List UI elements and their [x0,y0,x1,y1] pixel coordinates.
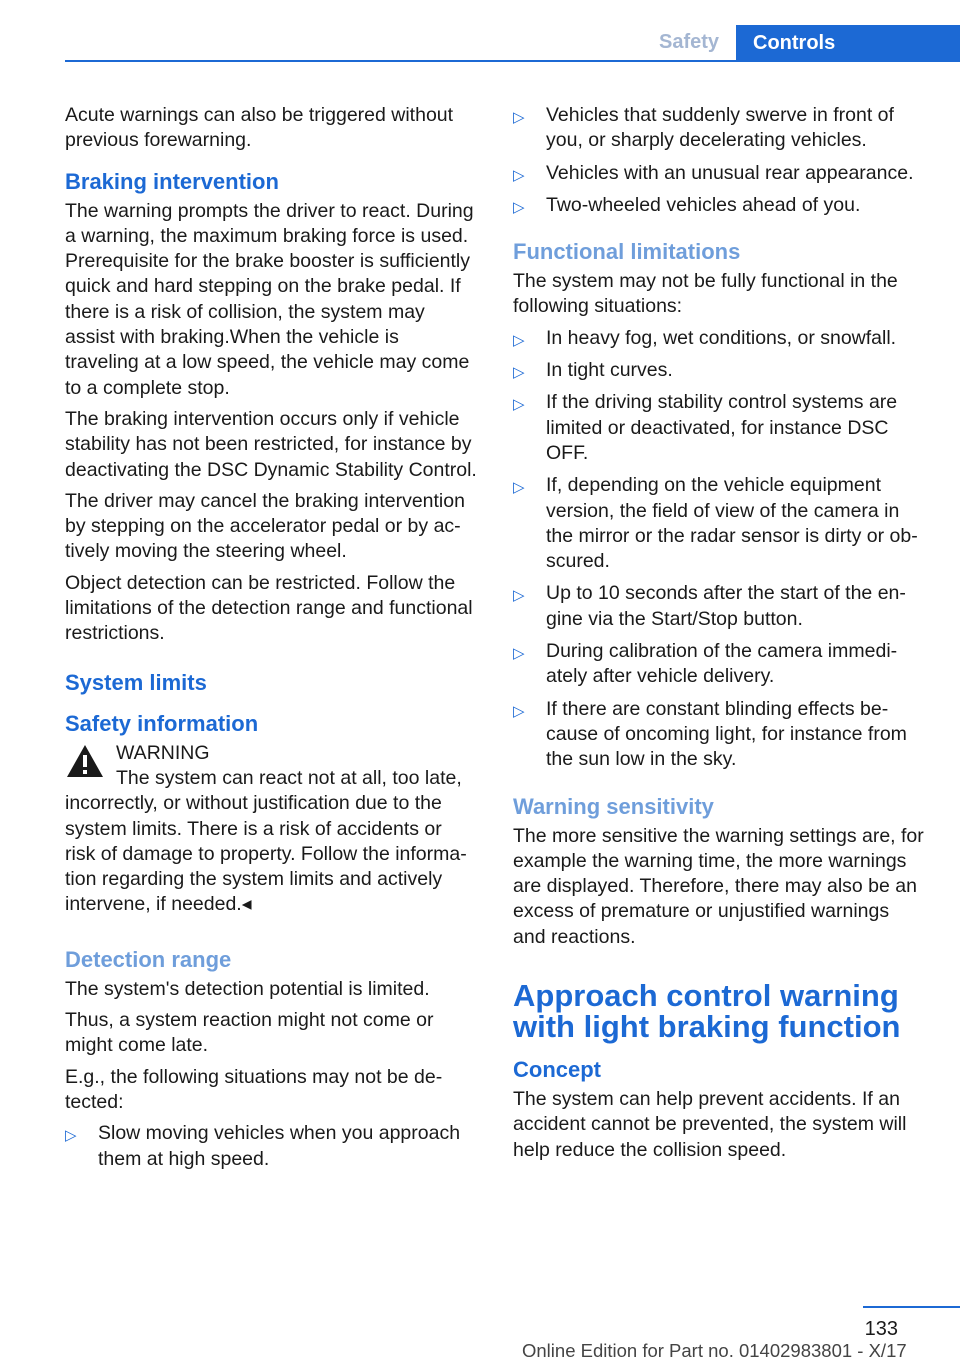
heading-safety-information: Safety information [65,710,259,736]
list-item-text: In heavy fog, wet conditions, or snowfall. [546,326,897,349]
detection-list [65,1121,477,1172]
paragraph-sensitivity: The more sensitive the warning settings are, for example the warning time, the more warnings are displayed. Therefore, there may also be an excess of premature or unjustified warnings and reactions. [513,824,924,948]
triangle-bullet-icon: ▷ [65,1127,77,1145]
header-rule [65,60,960,62]
heading-functional-limitations: Functional limitations [513,239,741,265]
list-item [513,161,927,186]
triangle-bullet-icon: ▷ [513,109,525,126]
list-item-text: Up to 10 seconds after the start of the engine via the Start/Stop button. [546,582,906,630]
functional-list [513,326,927,773]
paragraph-braking-1: The warning prompts the driver to react. During a warning, the maximum braking force is used. Prerequisite for the brake booster is sufficiently quick and hard stepping on the brake pedal. If there is a risk of collision, the system may assist with braking.When the vehicle is traveling at a low speed, the vehicle may come to a complete stop. [65,199,474,399]
tab-safety: Safety [658,31,720,53]
tab-controls: Controls [736,25,960,62]
list-item [513,193,927,218]
heading-braking-intervention: Braking intervention [65,168,279,194]
warning-line-1: The system can react not at all, too late, [116,766,462,789]
paragraph-intro: Acute warnings can also be triggered without previous forewarning. [65,104,454,152]
paragraph-braking-3: The driver may cancel the braking intervention by stepping on the accelerator pedal or by actively moving the steering wheel. [65,489,465,563]
list-item [513,639,927,690]
list-item [513,581,927,632]
paragraph-braking-4: Object detection can be restricted. Follow the limitations of the detection range and functional restrictions. [65,571,473,645]
list-item [513,473,927,574]
triangle-bullet-icon: ▷ [513,702,525,720]
list-item-text: Slow moving vehicles when you approach them at high speed. [98,1122,461,1170]
list-item-text: If, depending on the vehicle equipment version, the field of view of the camera in the mirror or the radar sensor is dirty or obscured. [546,474,918,573]
list-item [513,103,927,154]
heading-system-limits: System limits [65,669,207,695]
triangle-bullet-icon: ▷ [513,587,525,605]
detection-list-continued [513,103,927,218]
triangle-bullet-icon: ▷ [513,364,525,382]
list-item-text: Vehicles that suddenly swerve in front of you, or sharply decelerating vehicles. [546,104,894,152]
triangle-bullet-icon: ▷ [513,645,525,663]
list-item [513,390,927,466]
paragraph-detect-3: E.g., the following situations may not be detected: [65,1065,443,1113]
footer-edition: Online Edition for Part no. 01402983801 - X/17 [522,1340,907,1361]
right-column [513,103,927,1169]
paragraph-detect-2: Thus, a system reaction might not come or might come late. [65,1009,434,1057]
triangle-bullet-icon: ▷ [513,166,525,184]
paragraph-concept: The system can help prevent accidents. If an accident cannot be prevented, the system will help reduce the collision speed. [513,1088,907,1161]
list-item [513,358,927,383]
heading-detection-range: Detection range [65,946,232,972]
heading-approach-control-warning: Approach control warning with light braking function [513,978,901,1045]
paragraph-braking-2: The braking intervention occurs only if vehicle stability has not been restricted, for instance by deactivating the DSC Dynamic Stability Control. [65,407,477,481]
footer-rule [863,1306,960,1308]
triangle-bullet-icon: ▷ [513,396,525,414]
list-item [65,1121,477,1172]
triangle-bullet-icon: ▷ [513,331,525,349]
list-item-text: In tight curves. [546,359,673,382]
warning-title: WARNING [116,741,210,764]
heading-concept: Concept [513,1057,601,1083]
triangle-bullet-icon: ▷ [513,198,525,216]
warning-block [65,741,477,918]
page-number: 133 [864,1318,898,1340]
list-item [513,326,927,351]
list-item-text: If the driving stability control systems are limited or deactivated, for instance DSC OFF. [546,391,898,464]
warning-triangle-icon [65,743,105,779]
paragraph-detect-1: The system's detection potential is limited. [65,977,430,1000]
list-item [513,697,927,773]
list-item-text: Vehicles with an unusual rear appearance. [546,161,914,184]
paragraph-functional: The system may not be fully functional in the following situations: [513,270,898,318]
list-item-text: During calibration of the camera immediately after vehicle delivery. [546,640,898,688]
list-item-text: Two-wheeled vehicles ahead of you. [546,193,861,216]
left-column [65,103,477,1179]
list-item-text: If there are constant blinding effects because of oncoming light, for instance from the sun low in the sky. [546,697,907,771]
triangle-bullet-icon: ▷ [513,479,525,497]
heading-warning-sensitivity: Warning sensitivity [513,793,714,819]
warning-text: incorrectly, or without justification due to the system limits. There is a risk of accidents or risk of damage to property. Follow the information regarding the system limits and actively intervene, if needed.◂ [65,792,467,916]
